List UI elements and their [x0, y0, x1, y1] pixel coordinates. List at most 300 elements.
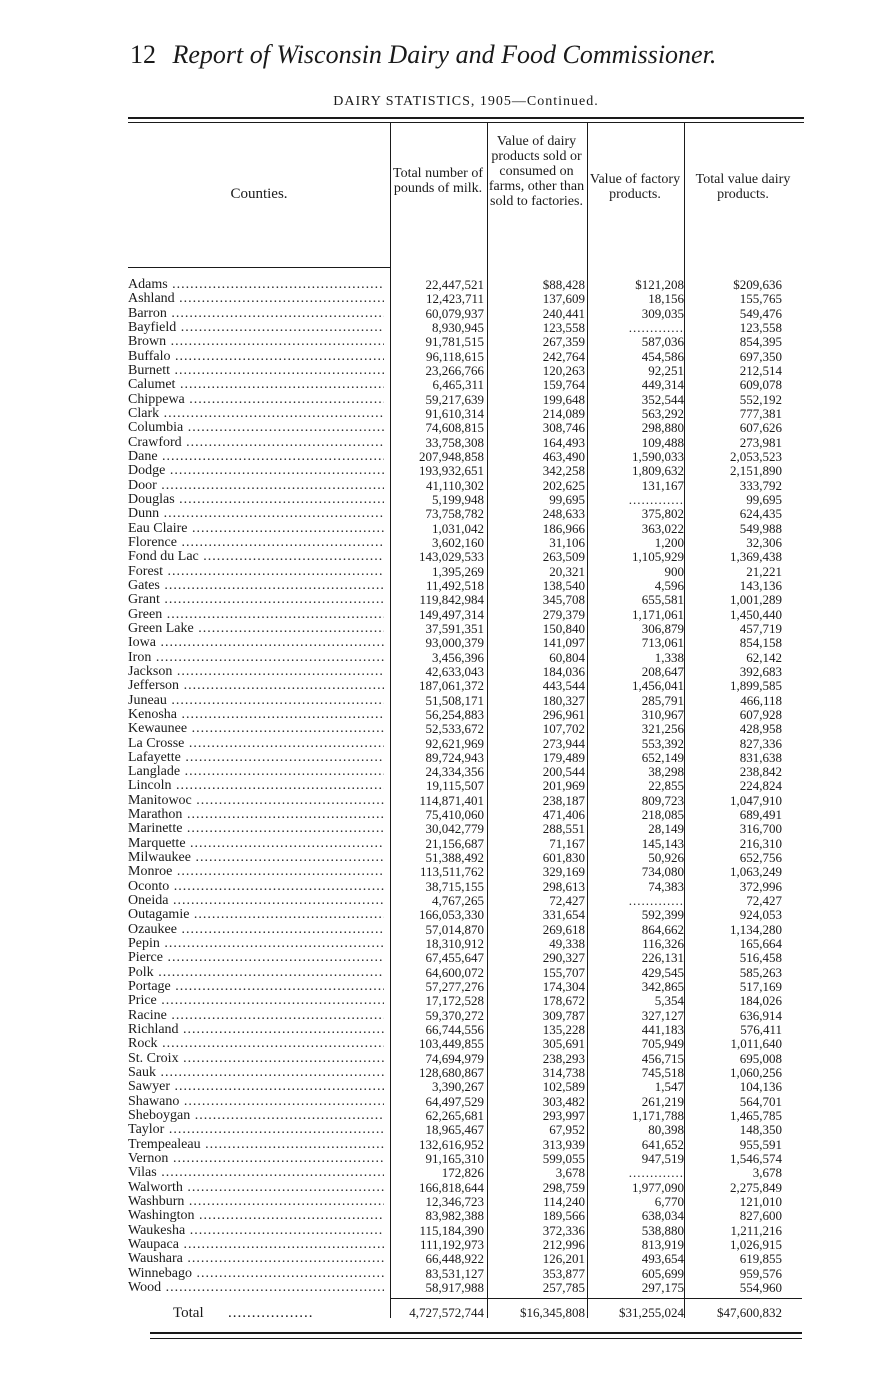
cell-total-milk: 1,395,269	[432, 563, 484, 579]
cell-farm-value: 471,406	[542, 807, 585, 823]
header-total-value: Total value dairy products.	[695, 172, 791, 202]
table-row	[128, 1052, 804, 1066]
table-row	[128, 636, 804, 650]
county-name: Manitowoc .....	[128, 794, 384, 808]
cell-total-milk: 96,118,615	[425, 348, 484, 364]
cell-total-milk: 30,042,779	[425, 821, 484, 837]
table-row	[128, 493, 804, 507]
county-name: Walworth .....	[128, 1181, 384, 1195]
cell-factory-value: 352,544	[641, 391, 684, 407]
cell-farm-value: 238,293	[542, 1050, 585, 1066]
page-title: Report of Wisconsin Dairy and Food Commissioner.	[172, 40, 717, 69]
cell-factory-value: 18,156	[648, 291, 684, 307]
county-name: Trempealeau .....	[128, 1138, 384, 1152]
cell-factory-value: 638,034	[641, 1208, 684, 1224]
cell-total-milk: 8,930,945	[432, 319, 484, 335]
county-name: Eau Claire .....	[128, 522, 384, 536]
table-row	[128, 1023, 804, 1037]
cell-farm-value: 298,613	[542, 878, 585, 894]
county-name: Langlade .....	[128, 765, 384, 779]
cell-factory-value: 813,919	[641, 1236, 684, 1252]
county-name: Oconto .....	[128, 880, 384, 894]
county-name: Kewaunee .....	[128, 722, 384, 736]
county-name: Oneida .....	[128, 894, 384, 908]
county-name: Waupaca .....	[128, 1238, 384, 1252]
county-name: Ozaukee .....	[128, 923, 384, 937]
cell-factory-value: 321,256	[641, 721, 684, 737]
cell-farm-value: 331,654	[542, 907, 585, 923]
county-name: Forest .....	[128, 565, 384, 579]
cell-factory-value: 553,392	[641, 735, 684, 751]
cell-factory-value: 1,105,929	[632, 549, 684, 565]
county-name: Sauk .....	[128, 1066, 384, 1080]
cell-factory-value: 538,880	[641, 1222, 684, 1238]
table-row	[128, 1095, 804, 1109]
county-name: Dane .....	[128, 450, 384, 464]
cell-total-milk: 62,265,681	[425, 1108, 484, 1124]
cell-factory-value: 1,171,061	[632, 606, 684, 622]
cell-factory-value	[584, 894, 684, 908]
table-row	[128, 679, 804, 693]
cell-total-milk: 113,511,762	[419, 864, 484, 880]
cell-total-milk: 103,449,855	[419, 1036, 484, 1052]
cell-farm-value: 186,966	[542, 520, 585, 536]
cell-farm-value: 137,609	[542, 291, 585, 307]
table-row	[128, 737, 804, 751]
cell-factory-value: 429,545	[641, 964, 684, 980]
table-row	[128, 378, 804, 392]
cell-total-milk: 64,600,072	[425, 964, 484, 980]
table-row	[128, 1166, 804, 1180]
cell-farm-value: 150,840	[542, 620, 585, 636]
cell-total-value: 1,011,640	[730, 1036, 782, 1052]
cell-farm-value: 164,493	[542, 434, 585, 450]
cell-total-value: 1,211,216	[730, 1222, 782, 1238]
cell-total-value: 165,664	[739, 936, 782, 952]
table-row	[128, 1281, 804, 1295]
cell-factory-value: 449,314	[641, 377, 684, 393]
cell-total-value: 827,336	[739, 735, 782, 751]
cell-factory-value: 285,791	[641, 692, 684, 708]
county-name: Clark .....	[128, 407, 384, 421]
county-name: Bayfield .....	[128, 321, 384, 335]
cell-total-value: 273,981	[739, 434, 782, 450]
cell-total-value: 238,842	[739, 764, 782, 780]
cell-total-value: 564,701	[739, 1093, 782, 1109]
table-row	[128, 579, 804, 593]
cell-factory-value: 864,662	[641, 921, 684, 937]
county-name: Polk .....	[128, 966, 384, 980]
table-row	[128, 966, 804, 980]
table-row	[128, 565, 804, 579]
county-name: Winnebago .....	[128, 1267, 384, 1281]
cell-farm-value: 238,187	[542, 792, 585, 808]
table-row	[128, 665, 804, 679]
cell-total-value: 224,824	[739, 778, 782, 794]
cell-factory-value: 261,219	[641, 1093, 684, 1109]
county-name: Fond du Lac .....	[128, 550, 384, 564]
cell-farm-value: 279,379	[542, 606, 585, 622]
cell-farm-value: 201,969	[542, 778, 585, 794]
cell-total-milk: 128,680,867	[419, 1065, 484, 1081]
cell-factory-value: 1,456,041	[632, 678, 684, 694]
cell-total-milk: 37,591,351	[425, 620, 484, 636]
cell-factory-value: 342,865	[641, 979, 684, 995]
cell-total-milk: 18,965,467	[425, 1122, 484, 1138]
cell-total-value: 549,476	[739, 305, 782, 321]
cell-factory-value: 1,171,788	[632, 1108, 684, 1124]
cell-total-milk: 23,266,766	[425, 362, 484, 378]
cell-farm-value: 314,738	[542, 1065, 585, 1081]
cell-total-value: 121,010	[739, 1194, 782, 1209]
cell-farm-value: 342,258	[542, 463, 585, 479]
county-name: Vernon .....	[128, 1152, 384, 1166]
cell-total-value: 1,060,256	[730, 1065, 782, 1081]
table-row	[128, 593, 804, 607]
cell-total-milk: 193,932,651	[419, 463, 484, 479]
cell-total-milk: 166,053,330	[419, 907, 484, 923]
cell-total-value: 516,458	[739, 950, 782, 966]
cell-total-milk: 38,715,155	[425, 878, 484, 894]
cell-total-milk: 3,602,160	[432, 534, 484, 550]
county-name: Washburn .....	[128, 1195, 384, 1209]
cell-factory-value: 92,251	[648, 362, 684, 378]
county-name: Dunn .....	[128, 507, 384, 521]
cell-factory-value: 218,085	[641, 807, 684, 823]
cell-total-milk: 1,031,042	[432, 520, 484, 536]
cell-total-milk: 74,608,815	[425, 420, 484, 436]
table-row	[128, 1181, 804, 1195]
cell-farm-value: $88,428	[542, 277, 585, 292]
cell-total-milk: 58,917,988	[425, 1279, 484, 1295]
cell-farm-value: 313,939	[542, 1136, 585, 1152]
cell-farm-value: 20,321	[549, 563, 585, 579]
cell-total-milk: 21,156,687	[425, 835, 484, 851]
county-name: Pepin .....	[128, 937, 384, 951]
table-row	[128, 1009, 804, 1023]
county-name: Waushara .....	[128, 1252, 384, 1266]
total-rule	[390, 1298, 802, 1299]
cell-total-milk: 207,948,858	[419, 448, 484, 464]
cell-total-value: 1,450,440	[730, 606, 782, 622]
county-name: Kenosha .....	[128, 708, 384, 722]
cell-total-value: 1,369,438	[730, 549, 782, 565]
county-name: Marathon .....	[128, 808, 384, 822]
cell-factory-value: 652,149	[641, 749, 684, 765]
table-row	[128, 393, 804, 407]
cell-total-milk: 57,277,276	[425, 979, 484, 995]
cell-factory-value: 5,354	[654, 993, 684, 1009]
cell-farm-value: 199,648	[542, 391, 585, 407]
cell-farm-value: 3,678	[555, 1165, 585, 1181]
table-row	[128, 608, 804, 622]
top-rule	[128, 117, 804, 119]
cell-total-milk: 172,826	[441, 1165, 484, 1181]
cell-total-milk: 143,029,533	[419, 549, 484, 565]
table-row	[128, 1080, 804, 1094]
cell-total-value: $209,636	[733, 277, 782, 292]
county-name: Wood .....	[128, 1281, 384, 1295]
cell-total-value: 1,047,910	[730, 792, 782, 808]
cell-total-milk: 59,217,639	[425, 391, 484, 407]
county-name: Burnett .....	[128, 364, 384, 378]
cell-factory-value: 375,802	[641, 506, 684, 522]
cell-farm-value: 309,787	[542, 1007, 585, 1023]
table-row	[128, 708, 804, 722]
cell-factory-value: 309,035	[641, 305, 684, 321]
county-name: Crawford .....	[128, 436, 384, 450]
cell-factory-value: 131,167	[641, 477, 684, 493]
cell-total-milk: 66,448,922	[425, 1251, 484, 1267]
county-name: Shawano .....	[128, 1095, 384, 1109]
cell-farm-value: 303,482	[542, 1093, 585, 1109]
cell-farm-value: 159,764	[542, 377, 585, 393]
cell-factory-value: 50,926	[648, 850, 684, 866]
cell-factory-value	[584, 493, 684, 507]
county-name: Price .....	[128, 994, 384, 1008]
cell-farm-value: 138,540	[542, 577, 585, 593]
cell-farm-value: 308,746	[542, 420, 585, 436]
cell-total-value: 517,169	[739, 979, 782, 995]
cell-total-milk: 59,370,272	[425, 1007, 484, 1023]
cell-farm-value: 463,490	[542, 448, 585, 464]
cell-farm-value: 257,785	[542, 1279, 585, 1295]
header-rule	[128, 267, 390, 268]
cell-total-value: 1,001,289	[730, 592, 782, 608]
cell-total-milk: 11,492,518	[425, 577, 484, 593]
table-row	[128, 894, 804, 908]
table-row	[128, 980, 804, 994]
cell-total-milk: 187,061,372	[419, 678, 484, 694]
table-body	[128, 278, 804, 1295]
cell-total-value: 32,306	[746, 534, 782, 550]
county-name: Sheboygan .....	[128, 1109, 384, 1123]
cell-total-milk: 64,497,529	[425, 1093, 484, 1109]
table-row	[128, 951, 804, 965]
header-counties: Counties.	[230, 186, 288, 202]
cell-total-milk: 12,423,711	[425, 291, 484, 307]
cell-total-milk: 56,254,883	[425, 706, 484, 722]
page-number: 12	[130, 40, 156, 69]
cell-farm-value: 288,551	[542, 821, 585, 837]
cell-farm-value: 601,830	[542, 850, 585, 866]
county-name: Milwaukee .....	[128, 851, 384, 865]
table-row	[128, 1209, 804, 1223]
cell-farm-value: 212,996	[542, 1236, 585, 1252]
cell-farm-value: 99,695	[549, 491, 585, 507]
cell-farm-value: 174,304	[542, 979, 585, 995]
cell-total-milk: 75,410,060	[425, 807, 484, 823]
cell-total-value: 549,988	[739, 520, 782, 536]
table-row	[128, 794, 804, 808]
cell-farm-value: 123,558	[542, 319, 585, 335]
table-row	[128, 550, 804, 564]
cell-factory-value: 208,647	[641, 663, 684, 679]
cell-farm-value: 443,544	[542, 678, 585, 694]
total-farm-value: $16,345,808	[520, 1305, 585, 1320]
county-name: Waukesha .....	[128, 1224, 384, 1238]
cell-total-value: 457,719	[739, 620, 782, 636]
cell-total-value: 1,063,249	[730, 864, 782, 880]
cell-total-value: 1,899,585	[730, 678, 782, 694]
county-name: Barron .....	[128, 307, 384, 321]
table-row	[128, 779, 804, 793]
header-value-farm-products: Value of dairy products sold or consumed on farms, other than sold to factories.	[488, 134, 585, 209]
table-row	[128, 1238, 804, 1252]
county-name: St. Croix .....	[128, 1052, 384, 1066]
cell-total-value: 143,136	[739, 577, 782, 593]
cell-farm-value: 242,764	[542, 348, 585, 364]
county-name: Iowa .....	[128, 636, 384, 650]
table-row	[128, 1195, 804, 1209]
table-row	[128, 622, 804, 636]
county-name: Outagamie .....	[128, 908, 384, 922]
cell-factory-value: 1,977,090	[632, 1179, 684, 1195]
cell-total-value: 372,996	[739, 878, 782, 894]
county-name: Door .....	[128, 479, 384, 493]
total-factory-value: $31,255,024	[619, 1305, 684, 1320]
cell-factory-value: 327,127	[641, 1007, 684, 1023]
table-row	[128, 865, 804, 879]
total-label: Total	[173, 1305, 204, 1321]
cell-total-milk: 51,388,492	[425, 850, 484, 866]
cell-total-value: 689,491	[739, 807, 782, 823]
cell-total-milk: 91,610,314	[425, 405, 484, 421]
total-leader-dots: ..................	[228, 1305, 314, 1321]
table-row	[128, 908, 804, 922]
cell-total-milk: 51,508,171	[425, 692, 484, 708]
cell-total-value: 155,765	[739, 291, 782, 307]
county-name: Pierce .....	[128, 951, 384, 965]
cell-factory-value: 116,326	[642, 936, 684, 952]
table-row	[128, 1252, 804, 1266]
cell-total-milk: 18,310,912	[425, 936, 484, 952]
table-row	[128, 937, 804, 951]
county-name: Jackson .....	[128, 665, 384, 679]
table-row	[128, 722, 804, 736]
cell-farm-value: 248,633	[542, 506, 585, 522]
cell-total-milk: 111,192,973	[419, 1236, 484, 1252]
cell-total-milk: 66,744,556	[425, 1022, 484, 1038]
cell-factory-value: 713,061	[641, 635, 684, 651]
top-rule-thin	[128, 122, 804, 123]
county-name: Brown .....	[128, 335, 384, 349]
table-row	[128, 450, 804, 464]
cell-total-value: 212,514	[739, 362, 782, 378]
county-name: Vilas .....	[128, 1166, 384, 1180]
cell-farm-value: 293,997	[542, 1108, 585, 1124]
cell-total-milk: 42,633,043	[425, 663, 484, 679]
cell-farm-value: 155,707	[542, 964, 585, 980]
cell-factory-value: 4,596	[654, 577, 684, 593]
county-name: Monroe .....	[128, 865, 384, 879]
cell-total-value: 554,960	[739, 1279, 782, 1295]
cell-total-value: 216,310	[739, 835, 782, 851]
table-row	[128, 1066, 804, 1080]
cell-total-value: 831,638	[739, 749, 782, 765]
cell-total-milk: 132,616,952	[419, 1136, 484, 1152]
county-name: Buffalo .....	[128, 350, 384, 364]
table-row	[128, 1152, 804, 1166]
cell-factory-value: 592,399	[641, 907, 684, 923]
county-name: Washington .....	[128, 1209, 384, 1223]
cell-factory-value: 28,149	[648, 821, 684, 837]
table-row	[128, 464, 804, 478]
cell-total-milk: 52,533,672	[425, 721, 484, 737]
cell-factory-value: 587,036	[641, 334, 684, 350]
cell-total-value: 392,683	[739, 663, 782, 679]
cell-factory-value: 441,183	[641, 1022, 684, 1038]
cell-factory-value: 456,715	[641, 1050, 684, 1066]
table-row	[128, 421, 804, 435]
cell-total-value: 854,158	[739, 635, 782, 651]
table-row	[128, 1267, 804, 1281]
cell-total-milk: 67,455,647	[425, 950, 484, 966]
table-row	[128, 522, 804, 536]
table-row	[128, 1037, 804, 1051]
cell-total-value: 62,142	[746, 649, 782, 665]
cell-factory-value: 641,652	[641, 1136, 684, 1152]
cell-total-milk: 83,982,388	[425, 1208, 484, 1224]
bottom-rule	[150, 1332, 802, 1334]
county-name: Douglas .....	[128, 493, 384, 507]
table-row	[128, 507, 804, 521]
cell-farm-value: 267,359	[542, 334, 585, 350]
cell-factory-value: 363,022	[641, 520, 684, 536]
cell-total-value: 636,914	[739, 1007, 782, 1023]
cell-total-value: 924,053	[739, 907, 782, 923]
table-row	[128, 350, 804, 364]
county-name: Portage .....	[128, 980, 384, 994]
cell-total-milk: 91,165,310	[425, 1151, 484, 1167]
cell-factory-value: 109,488	[641, 434, 684, 450]
cell-factory-value: 306,879	[641, 620, 684, 636]
table-row	[128, 436, 804, 450]
cell-total-milk: 60,079,937	[425, 305, 484, 321]
cell-total-milk: 149,497,314	[419, 606, 484, 622]
cell-farm-value: 372,336	[542, 1222, 585, 1238]
county-name: Lafayette .....	[128, 751, 384, 765]
table-row	[128, 822, 804, 836]
cell-factory-value	[584, 321, 684, 335]
cell-factory-value: 809,723	[641, 792, 684, 808]
table-row	[128, 1224, 804, 1238]
cell-total-milk: 3,456,396	[432, 649, 484, 665]
cell-total-value: 99,695	[746, 491, 782, 507]
cell-total-milk: 115,184,390	[419, 1222, 484, 1238]
cell-farm-value: 305,691	[542, 1036, 585, 1052]
cell-farm-value: 214,089	[542, 405, 585, 421]
cell-factory-value: $121,208	[635, 277, 684, 292]
cell-factory-value: 745,518	[641, 1065, 684, 1081]
cell-total-milk: 89,724,943	[425, 749, 484, 765]
cell-total-milk: 41,110,302	[425, 477, 484, 493]
cell-total-value: 316,700	[739, 821, 782, 837]
cell-total-value: 827,600	[739, 1208, 782, 1224]
cell-total-milk: 12,346,723	[425, 1194, 484, 1209]
cell-total-value: 148,350	[739, 1122, 782, 1138]
county-name: Grant .....	[128, 593, 384, 607]
county-name: La Crosse .....	[128, 737, 384, 751]
cell-farm-value: 202,625	[542, 477, 585, 493]
cell-farm-value: 72,427	[549, 893, 585, 909]
cell-total-milk: 17,172,528	[425, 993, 484, 1009]
cell-total-value: 1,465,785	[730, 1108, 782, 1124]
cell-factory-value: 1,338	[654, 649, 684, 665]
cell-total-value: 1,026,915	[730, 1236, 782, 1252]
cell-factory-value: 74,383	[648, 878, 684, 894]
cell-total-value: 104,136	[739, 1079, 782, 1095]
